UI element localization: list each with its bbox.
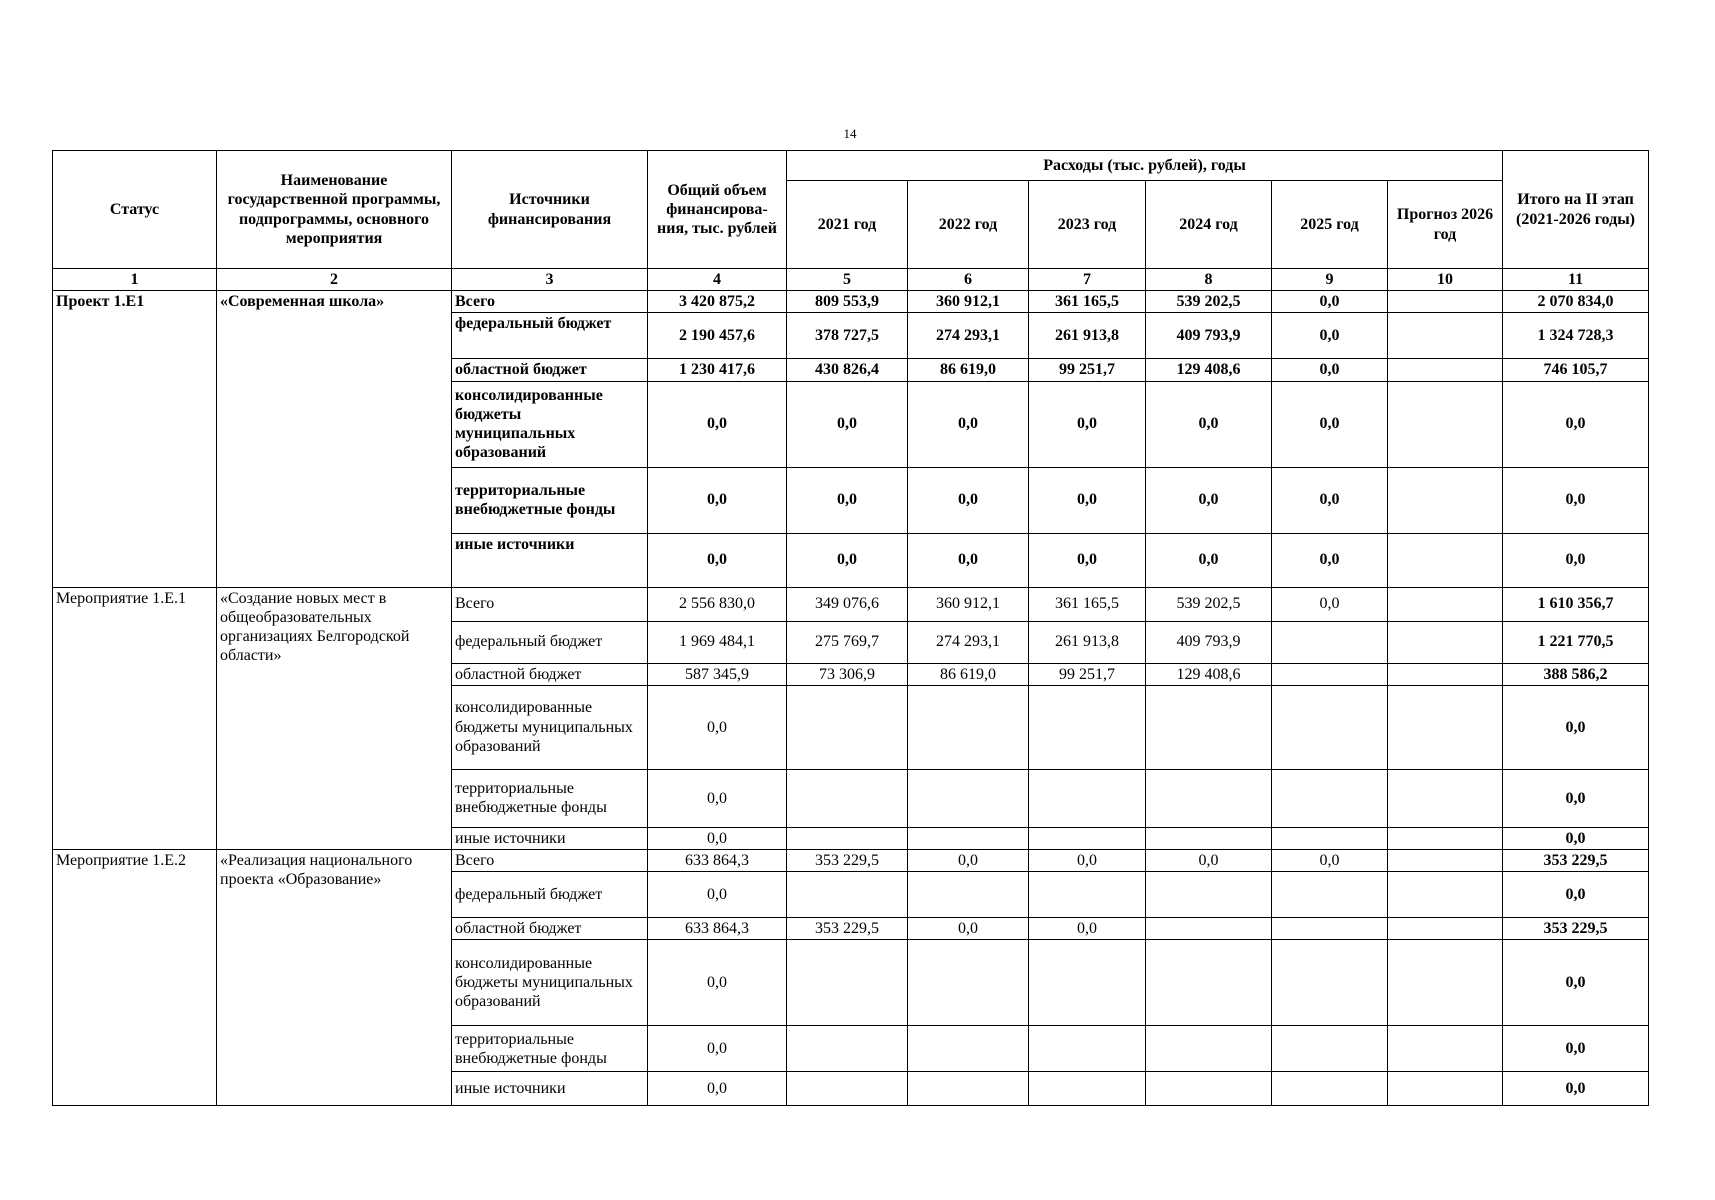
- year-value-cell: [787, 827, 908, 849]
- stage-total-cell: 0,0: [1503, 872, 1649, 918]
- header-year-2023: 2023 год: [1029, 181, 1146, 269]
- source-cell: территориальные внебюджетные фонды: [452, 467, 648, 533]
- year-value-cell: [1388, 1072, 1503, 1106]
- total-cell: 0,0: [648, 533, 787, 587]
- total-cell: 0,0: [648, 940, 787, 1026]
- column-number: 11: [1503, 269, 1649, 291]
- year-value-cell: 129 408,6: [1146, 663, 1272, 685]
- stage-total-cell: 1 324 728,3: [1503, 313, 1649, 359]
- year-value-cell: [1388, 621, 1503, 663]
- column-number: 9: [1272, 269, 1388, 291]
- year-value-cell: 0,0: [1029, 849, 1146, 871]
- column-number: 6: [908, 269, 1029, 291]
- year-value-cell: [787, 769, 908, 827]
- year-value-cell: 409 793,9: [1146, 313, 1272, 359]
- column-numbers-row: [53, 269, 1649, 291]
- year-value-cell: 261 913,8: [1029, 313, 1146, 359]
- year-value-cell: 430 826,4: [787, 359, 908, 381]
- header-year-2025: 2025 год: [1272, 181, 1388, 269]
- table-row: [53, 587, 1649, 621]
- year-value-cell: 0,0: [787, 467, 908, 533]
- year-value-cell: [1272, 1072, 1388, 1106]
- year-value-cell: [1146, 940, 1272, 1026]
- year-value-cell: 275 769,7: [787, 621, 908, 663]
- table-header: [53, 151, 1649, 291]
- year-value-cell: 0,0: [1029, 918, 1146, 940]
- header-expenses: Расходы (тыс. рублей), годы: [787, 151, 1503, 181]
- source-cell: федеральный бюджет: [452, 621, 648, 663]
- year-value-cell: 349 076,6: [787, 587, 908, 621]
- column-number: 1: [53, 269, 217, 291]
- stage-total-cell: 0,0: [1503, 940, 1649, 1026]
- budget-table: [52, 150, 1649, 1106]
- column-number: 7: [1029, 269, 1146, 291]
- total-cell: 587 345,9: [648, 663, 787, 685]
- year-value-cell: [1388, 1026, 1503, 1072]
- year-value-cell: 539 202,5: [1146, 291, 1272, 313]
- year-value-cell: 0,0: [908, 467, 1029, 533]
- year-value-cell: 86 619,0: [908, 359, 1029, 381]
- stage-total-cell: 353 229,5: [1503, 918, 1649, 940]
- year-value-cell: 0,0: [787, 381, 908, 467]
- stage-total-cell: 0,0: [1503, 1072, 1649, 1106]
- year-value-cell: [787, 940, 908, 1026]
- year-value-cell: [1388, 918, 1503, 940]
- year-value-cell: [1146, 827, 1272, 849]
- year-value-cell: 86 619,0: [908, 663, 1029, 685]
- total-cell: 1 230 417,6: [648, 359, 787, 381]
- page-number: 14: [843, 126, 857, 141]
- source-cell: Всего: [452, 587, 648, 621]
- year-value-cell: 0,0: [1272, 381, 1388, 467]
- stage-total-cell: 746 105,7: [1503, 359, 1649, 381]
- program-name-cell: «Современная школа»: [217, 291, 452, 587]
- column-number: 8: [1146, 269, 1272, 291]
- year-value-cell: 361 165,5: [1029, 291, 1146, 313]
- year-value-cell: [1029, 1072, 1146, 1106]
- year-value-cell: [908, 1026, 1029, 1072]
- source-cell: Всего: [452, 849, 648, 871]
- status-cell: Мероприятие 1.Е.2: [53, 849, 217, 1105]
- total-cell: 0,0: [648, 685, 787, 769]
- year-value-cell: [1272, 827, 1388, 849]
- header-year-2024: 2024 год: [1146, 181, 1272, 269]
- year-value-cell: [1272, 663, 1388, 685]
- year-value-cell: 809 553,9: [787, 291, 908, 313]
- source-cell: иные источники: [452, 1072, 648, 1106]
- year-value-cell: [1029, 940, 1146, 1026]
- year-value-cell: [1146, 1026, 1272, 1072]
- year-value-cell: [1146, 769, 1272, 827]
- year-value-cell: [1388, 467, 1503, 533]
- source-cell: консолидированные бюджеты муниципальных образований: [452, 685, 648, 769]
- year-value-cell: [1272, 872, 1388, 918]
- total-cell: 0,0: [648, 467, 787, 533]
- year-value-cell: [1388, 587, 1503, 621]
- year-value-cell: [1272, 769, 1388, 827]
- total-cell: 0,0: [648, 381, 787, 467]
- year-value-cell: [1272, 918, 1388, 940]
- column-number: 5: [787, 269, 908, 291]
- source-cell: Всего: [452, 291, 648, 313]
- year-value-cell: [1146, 1072, 1272, 1106]
- year-value-cell: 0,0: [1029, 467, 1146, 533]
- total-cell: 0,0: [648, 769, 787, 827]
- year-value-cell: 360 912,1: [908, 291, 1029, 313]
- year-value-cell: [787, 872, 908, 918]
- program-name-cell: «Создание новых мест в общеобразовательных организациях Белгородской области»: [217, 587, 452, 849]
- year-value-cell: 0,0: [1272, 587, 1388, 621]
- year-value-cell: 0,0: [1272, 291, 1388, 313]
- header-name: Наименование государственной программы, подпрограммы, основного мероприятия: [217, 151, 452, 269]
- year-value-cell: [787, 685, 908, 769]
- year-value-cell: [1388, 827, 1503, 849]
- table-row: [53, 849, 1649, 871]
- year-value-cell: [1029, 1026, 1146, 1072]
- table-body: [53, 291, 1649, 1106]
- column-number: 4: [648, 269, 787, 291]
- year-value-cell: 378 727,5: [787, 313, 908, 359]
- year-value-cell: [787, 1026, 908, 1072]
- year-value-cell: [908, 1072, 1029, 1106]
- source-cell: областной бюджет: [452, 359, 648, 381]
- total-cell: 2 556 830,0: [648, 587, 787, 621]
- total-cell: 1 969 484,1: [648, 621, 787, 663]
- year-value-cell: [1272, 940, 1388, 1026]
- source-cell: консолидированные бюджеты муниципальных образований: [452, 381, 648, 467]
- stage-total-cell: 0,0: [1503, 1026, 1649, 1072]
- year-value-cell: 73 306,9: [787, 663, 908, 685]
- source-cell: федеральный бюджет: [452, 313, 648, 359]
- source-cell: иные источники: [452, 827, 648, 849]
- year-value-cell: [1029, 872, 1146, 918]
- year-value-cell: [908, 769, 1029, 827]
- year-value-cell: 274 293,1: [908, 621, 1029, 663]
- year-value-cell: [1272, 621, 1388, 663]
- year-value-cell: [1029, 769, 1146, 827]
- year-value-cell: 360 912,1: [908, 587, 1029, 621]
- status-cell: Проект 1.Е1: [53, 291, 217, 587]
- year-value-cell: 353 229,5: [787, 849, 908, 871]
- stage-total-cell: 0,0: [1503, 533, 1649, 587]
- total-cell: 633 864,3: [648, 849, 787, 871]
- year-value-cell: 0,0: [908, 849, 1029, 871]
- year-value-cell: 409 793,9: [1146, 621, 1272, 663]
- year-value-cell: 0,0: [1029, 533, 1146, 587]
- year-value-cell: [787, 1072, 908, 1106]
- year-value-cell: 0,0: [787, 533, 908, 587]
- year-value-cell: 0,0: [1272, 533, 1388, 587]
- total-cell: 3 420 875,2: [648, 291, 787, 313]
- year-value-cell: [1388, 940, 1503, 1026]
- header-forecast-2026: Прогноз 2026 год: [1388, 181, 1503, 269]
- year-value-cell: 0,0: [1272, 313, 1388, 359]
- header-stage-total: Итого на II этап (2021-2026 годы): [1503, 151, 1649, 269]
- year-value-cell: 0,0: [1272, 467, 1388, 533]
- year-value-cell: [1388, 663, 1503, 685]
- header-total: Общий объем финансирова-ния, тыс. рублей: [648, 151, 787, 269]
- year-value-cell: 0,0: [908, 918, 1029, 940]
- year-value-cell: [1272, 1026, 1388, 1072]
- source-cell: территориальные внебюджетные фонды: [452, 769, 648, 827]
- stage-total-cell: 0,0: [1503, 827, 1649, 849]
- year-value-cell: 274 293,1: [908, 313, 1029, 359]
- year-value-cell: 0,0: [1272, 849, 1388, 871]
- year-value-cell: [1388, 685, 1503, 769]
- total-cell: 0,0: [648, 1072, 787, 1106]
- table-row: [53, 291, 1649, 313]
- year-value-cell: [908, 872, 1029, 918]
- stage-total-cell: 0,0: [1503, 467, 1649, 533]
- status-cell: Мероприятие 1.Е.1: [53, 587, 217, 849]
- stage-total-cell: 2 070 834,0: [1503, 291, 1649, 313]
- year-value-cell: 0,0: [908, 533, 1029, 587]
- stage-total-cell: 353 229,5: [1503, 849, 1649, 871]
- header-status: Статус: [53, 151, 217, 269]
- year-value-cell: [1029, 685, 1146, 769]
- year-value-cell: [908, 827, 1029, 849]
- source-cell: областной бюджет: [452, 918, 648, 940]
- year-value-cell: [1388, 849, 1503, 871]
- source-cell: территориальные внебюджетные фонды: [452, 1026, 648, 1072]
- header-year-2022: 2022 год: [908, 181, 1029, 269]
- year-value-cell: 539 202,5: [1146, 587, 1272, 621]
- year-value-cell: 0,0: [1272, 359, 1388, 381]
- stage-total-cell: 388 586,2: [1503, 663, 1649, 685]
- year-value-cell: [1388, 872, 1503, 918]
- year-value-cell: 0,0: [1146, 849, 1272, 871]
- year-value-cell: 0,0: [1146, 533, 1272, 587]
- year-value-cell: 129 408,6: [1146, 359, 1272, 381]
- year-value-cell: 353 229,5: [787, 918, 908, 940]
- year-value-cell: [1146, 918, 1272, 940]
- year-value-cell: [1272, 685, 1388, 769]
- program-name-cell: «Реализация национального проекта «Образование»: [217, 849, 452, 1105]
- total-cell: 0,0: [648, 1026, 787, 1072]
- header-sources: Источники финансирования: [452, 151, 648, 269]
- year-value-cell: [1388, 769, 1503, 827]
- year-value-cell: [908, 940, 1029, 1026]
- stage-total-cell: 0,0: [1503, 381, 1649, 467]
- column-number: 10: [1388, 269, 1503, 291]
- source-cell: федеральный бюджет: [452, 872, 648, 918]
- stage-total-cell: 0,0: [1503, 769, 1649, 827]
- year-value-cell: 99 251,7: [1029, 663, 1146, 685]
- total-cell: 0,0: [648, 827, 787, 849]
- column-number: 2: [217, 269, 452, 291]
- year-value-cell: [1388, 313, 1503, 359]
- year-value-cell: [1029, 827, 1146, 849]
- source-cell: иные источники: [452, 533, 648, 587]
- total-cell: 0,0: [648, 872, 787, 918]
- stage-total-cell: 1 221 770,5: [1503, 621, 1649, 663]
- year-value-cell: 0,0: [1029, 381, 1146, 467]
- source-cell: консолидированные бюджеты муниципальных образований: [452, 940, 648, 1026]
- source-cell: областной бюджет: [452, 663, 648, 685]
- year-value-cell: [1146, 872, 1272, 918]
- year-value-cell: [1388, 381, 1503, 467]
- total-cell: 2 190 457,6: [648, 313, 787, 359]
- year-value-cell: 0,0: [1146, 467, 1272, 533]
- year-value-cell: [1388, 359, 1503, 381]
- header-year-2021: 2021 год: [787, 181, 908, 269]
- year-value-cell: [908, 685, 1029, 769]
- stage-total-cell: 0,0: [1503, 685, 1649, 769]
- year-value-cell: 261 913,8: [1029, 621, 1146, 663]
- year-value-cell: 99 251,7: [1029, 359, 1146, 381]
- year-value-cell: [1388, 533, 1503, 587]
- year-value-cell: 0,0: [1146, 381, 1272, 467]
- year-value-cell: [1146, 685, 1272, 769]
- year-value-cell: 0,0: [908, 381, 1029, 467]
- year-value-cell: 361 165,5: [1029, 587, 1146, 621]
- year-value-cell: [1388, 291, 1503, 313]
- stage-total-cell: 1 610 356,7: [1503, 587, 1649, 621]
- total-cell: 633 864,3: [648, 918, 787, 940]
- column-number: 3: [452, 269, 648, 291]
